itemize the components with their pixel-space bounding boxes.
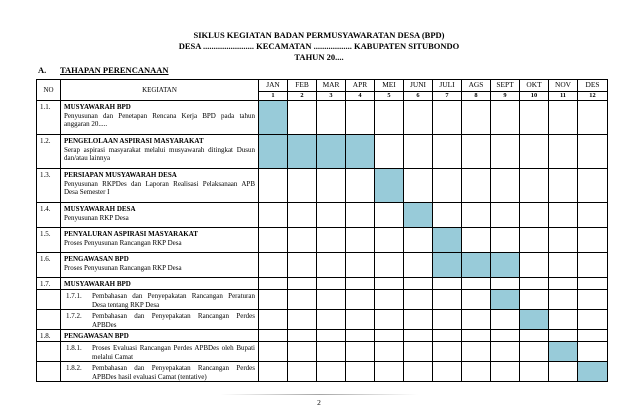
sub-activity-cell: [61, 310, 259, 330]
month-cell: [259, 330, 288, 342]
month-cell: [578, 228, 608, 253]
page-number: 2: [317, 398, 321, 407]
row-number-blank: [37, 310, 61, 330]
month-cell: [433, 169, 462, 203]
table-body: [37, 101, 608, 382]
month-cell: [549, 228, 578, 253]
month-cell: [433, 101, 462, 135]
month-number-4: 4: [346, 92, 375, 101]
month-cell: [346, 169, 375, 203]
scheduled-month-cell: [433, 253, 462, 278]
month-cell: [404, 290, 433, 310]
month-cell: [317, 101, 346, 135]
scheduled-month-cell: [317, 135, 346, 169]
month-header-des: DES: [578, 80, 608, 92]
sub-activity-cell: [61, 290, 259, 310]
month-cell: [462, 342, 491, 362]
month-cell: [578, 253, 608, 278]
activity-cell: [61, 135, 259, 169]
month-cell: [520, 203, 549, 228]
month-cell: [404, 342, 433, 362]
section-title: TAHAPAN PERENCANAAN: [60, 65, 169, 75]
month-cell: [462, 278, 491, 290]
month-cell: [346, 278, 375, 290]
month-cell: [491, 362, 520, 382]
month-header-mar: MAR: [317, 80, 346, 92]
month-number-5: 5: [375, 92, 404, 101]
month-cell: [317, 203, 346, 228]
sub-activity: [64, 312, 255, 329]
month-cell: [288, 290, 317, 310]
month-number-11: 11: [549, 92, 578, 101]
month-cell: [288, 253, 317, 278]
sub-activity: [64, 344, 255, 361]
month-cell: [578, 101, 608, 135]
month-cell: [404, 101, 433, 135]
activity-title: MUSYAWARAH DESA: [64, 205, 136, 214]
activity-description: Proses Penyusunan Rancangan RKP Desa: [64, 263, 182, 272]
activity-cell: [61, 101, 259, 135]
month-cell: [433, 342, 462, 362]
sub-activity: [64, 364, 255, 381]
month-cell: [578, 310, 608, 330]
month-header-nov: NOV: [549, 80, 578, 92]
row-number-blank: [37, 290, 61, 310]
month-cell: [549, 203, 578, 228]
sub-activity-number: 1.8.1.: [66, 344, 82, 353]
month-cell: [375, 362, 404, 382]
sub-activity-cell: [61, 362, 259, 382]
month-cell: [520, 253, 549, 278]
month-number-7: 7: [433, 92, 462, 101]
sub-activity-text: Pembahasan dan Penyepakatan Rancangan Peraturan Desa tentang RKP Desa: [92, 292, 255, 309]
scheduled-month-cell: [288, 135, 317, 169]
month-cell: [346, 253, 375, 278]
month-cell: [317, 310, 346, 330]
month-cell: [317, 228, 346, 253]
month-number-3: 3: [317, 92, 346, 101]
month-number-6: 6: [404, 92, 433, 101]
table-row: [37, 253, 608, 278]
scheduled-month-cell: [259, 135, 288, 169]
row-number: 1.3.: [37, 169, 61, 203]
activity-cell: [61, 228, 259, 253]
month-number-10: 10: [520, 92, 549, 101]
month-cell: [404, 135, 433, 169]
month-cell: [288, 278, 317, 290]
scheduled-month-cell: [549, 342, 578, 362]
month-cell: [520, 228, 549, 253]
month-cell: [375, 342, 404, 362]
month-cell: [520, 169, 549, 203]
month-header-juli: JULI: [433, 80, 462, 92]
month-cell: [375, 101, 404, 135]
sub-activity-row: [37, 362, 608, 382]
month-cell: [491, 203, 520, 228]
month-cell: [520, 278, 549, 290]
month-cell: [346, 362, 375, 382]
month-cell: [259, 290, 288, 310]
month-cell: [549, 290, 578, 310]
month-cell: [549, 278, 578, 290]
month-header-sept: SEPT: [491, 80, 520, 92]
month-cell: [404, 278, 433, 290]
row-number: 1.4.: [37, 203, 61, 228]
document-year-line: TAHUN 20....: [294, 52, 344, 62]
row-number: 1.8.: [37, 330, 61, 342]
month-cell: [317, 290, 346, 310]
month-cell: [491, 310, 520, 330]
sub-activity-text: Pembahasan dan Penyepakatan Rancangan Perdes APBDes: [92, 312, 255, 329]
table-header: [37, 80, 608, 101]
month-cell: [578, 169, 608, 203]
table-row: [37, 228, 608, 253]
month-cell: [462, 101, 491, 135]
table-row: [37, 101, 608, 135]
month-cell: [259, 169, 288, 203]
activity-title: MUSYAWARAH BPD: [64, 103, 131, 112]
row-number: 1.6.: [37, 253, 61, 278]
month-cell: [578, 135, 608, 169]
month-cell: [491, 342, 520, 362]
month-cell: [288, 101, 317, 135]
month-cell: [549, 310, 578, 330]
row-number: 1.2.: [37, 135, 61, 169]
month-cell: [491, 228, 520, 253]
month-cell: [433, 330, 462, 342]
month-cell: [346, 203, 375, 228]
activity-description: Proses Penyusunan Rancangan RKP Desa: [64, 238, 182, 247]
month-cell: [578, 290, 608, 310]
month-cell: [491, 135, 520, 169]
month-header-apr: APR: [346, 80, 375, 92]
activity-cell: [61, 278, 259, 290]
month-cell: [462, 228, 491, 253]
month-cell: [404, 253, 433, 278]
month-number-2: 2: [288, 92, 317, 101]
month-cell: [346, 330, 375, 342]
month-cell: [462, 135, 491, 169]
month-header-mei: MEI: [375, 80, 404, 92]
activity-schedule-table: [36, 79, 608, 382]
month-cell: [375, 278, 404, 290]
month-cell: [259, 278, 288, 290]
month-cell: [462, 290, 491, 310]
month-cell: [462, 310, 491, 330]
month-cell: [375, 228, 404, 253]
row-number: 1.7.: [37, 278, 61, 290]
month-cell: [404, 310, 433, 330]
month-cell: [404, 362, 433, 382]
scheduled-month-cell: [346, 135, 375, 169]
activity-cell: [61, 253, 259, 278]
sub-activity: [64, 292, 255, 309]
month-cell: [404, 228, 433, 253]
month-header-jan: JAN: [259, 80, 288, 92]
month-number-12: 12: [578, 92, 608, 101]
activity-cell: [61, 169, 259, 203]
month-cell: [520, 342, 549, 362]
month-cell: [491, 101, 520, 135]
month-cell: [433, 290, 462, 310]
month-cell: [346, 228, 375, 253]
month-cell: [433, 310, 462, 330]
month-number-1: 1: [259, 92, 288, 101]
month-header-juni: JUNI: [404, 80, 433, 92]
section-heading: [38, 65, 169, 75]
sub-activity-text: Proses Evaluasi Rancangan Perdes APBDes oleh Bupati melalui Camat: [92, 344, 255, 361]
activity-cell: [61, 330, 259, 342]
month-header-feb: FEB: [288, 80, 317, 92]
sub-activity-cell: [61, 342, 259, 362]
month-cell: [520, 290, 549, 310]
month-cell: [462, 362, 491, 382]
sub-activity-row: [37, 310, 608, 330]
month-cell: [288, 330, 317, 342]
sub-activity-number: 1.7.1.: [66, 292, 82, 301]
month-cell: [317, 362, 346, 382]
month-cell: [578, 278, 608, 290]
scheduled-month-cell: [404, 203, 433, 228]
month-cell: [549, 253, 578, 278]
row-number-blank: [37, 362, 61, 382]
activity-title: PERSIAPAN MUSYAWARAH DESA: [64, 171, 177, 180]
scheduled-month-cell: [433, 228, 462, 253]
month-cell: [317, 278, 346, 290]
month-cell: [317, 169, 346, 203]
col-header-no: NO: [37, 80, 61, 101]
document-title: SIKLUS KEGIATAN BADAN PERMUSYAWARATAN DESA (BPD): [193, 30, 445, 40]
month-header-ags: AGS: [462, 80, 491, 92]
month-name-row: [37, 80, 608, 92]
activity-description: Serap aspirasi masyarakat melalui musyawarah ditingkat Dusun dan/atau lainnya: [64, 145, 255, 162]
month-cell: [375, 330, 404, 342]
month-cell: [549, 101, 578, 135]
month-cell: [288, 310, 317, 330]
activity-description: Penyusunan RKP Desa: [64, 213, 129, 222]
col-header-kegiatan: KEGIATAN: [61, 80, 259, 101]
month-cell: [375, 290, 404, 310]
month-cell: [462, 169, 491, 203]
table-row: [37, 203, 608, 228]
month-cell: [317, 342, 346, 362]
month-cell: [549, 330, 578, 342]
month-cell: [549, 135, 578, 169]
row-number: 1.5.: [37, 228, 61, 253]
sub-activity-row: [37, 290, 608, 310]
month-cell: [288, 169, 317, 203]
month-cell: [462, 203, 491, 228]
month-number-8: 8: [462, 92, 491, 101]
month-cell: [288, 228, 317, 253]
month-cell: [375, 203, 404, 228]
activity-title: PENGELOLAAN ASPIRASI MASYARAKAT: [64, 137, 204, 146]
sub-activity-number: 1.7.2.: [66, 312, 82, 321]
month-cell: [317, 253, 346, 278]
scheduled-month-cell: [491, 253, 520, 278]
month-cell: [288, 342, 317, 362]
sub-activity-number: 1.8.2.: [66, 364, 82, 373]
month-cell: [259, 362, 288, 382]
month-cell: [259, 203, 288, 228]
month-cell: [433, 203, 462, 228]
activity-cell: [61, 203, 259, 228]
month-cell: [346, 101, 375, 135]
scheduled-month-cell: [375, 169, 404, 203]
scheduled-month-cell: [462, 253, 491, 278]
month-cell: [259, 228, 288, 253]
month-cell: [433, 362, 462, 382]
month-cell: [288, 362, 317, 382]
month-cell: [346, 310, 375, 330]
month-cell: [346, 290, 375, 310]
month-cell: [433, 278, 462, 290]
activity-description: Penyusunan dan Penetapan Rencana Kerja BPD pada tahun anggaran 20.....: [64, 111, 255, 128]
month-cell: [259, 253, 288, 278]
month-cell: [578, 203, 608, 228]
month-number-9: 9: [491, 92, 520, 101]
month-cell: [520, 135, 549, 169]
month-cell: [491, 278, 520, 290]
table-row: [37, 278, 608, 290]
activity-title: PENGAWASAN BPD: [64, 332, 129, 341]
month-cell: [462, 330, 491, 342]
month-cell: [549, 169, 578, 203]
sub-activity-row: [37, 342, 608, 362]
month-cell: [520, 330, 549, 342]
month-cell: [578, 342, 608, 362]
month-cell: [317, 330, 346, 342]
scheduled-month-cell: [491, 290, 520, 310]
month-cell: [578, 330, 608, 342]
table-row: [37, 169, 608, 203]
month-cell: [346, 342, 375, 362]
month-cell: [288, 203, 317, 228]
month-cell: [491, 330, 520, 342]
month-cell: [259, 310, 288, 330]
month-cell: [549, 362, 578, 382]
month-header-okt: OKT: [520, 80, 549, 92]
month-cell: [259, 342, 288, 362]
document-location-line: DESA ........................ KECAMATAN .................. KABUPATEN SITUBONDO: [178, 41, 460, 51]
table-row: [37, 330, 608, 342]
month-cell: [375, 310, 404, 330]
section-label: A.: [38, 65, 47, 75]
activity-title: PENGAWASAN BPD: [64, 255, 129, 264]
activity-description: Penyusunan RKPDes dan Laporan Realisasi Pelaksanaan APB Desa Semester I: [64, 179, 255, 196]
scheduled-month-cell: [578, 362, 608, 382]
footer-divider: [220, 394, 418, 395]
month-cell: [491, 169, 520, 203]
scheduled-month-cell: [259, 101, 288, 135]
activity-title: MUSYAWARAH BPD: [64, 280, 131, 289]
month-cell: [520, 101, 549, 135]
month-cell: [520, 362, 549, 382]
month-cell: [375, 135, 404, 169]
sub-activity-text: Pembahasan dan Penyepakatan Rancangan Perdes APBDes hasil evaluasi Camat (tentative): [92, 364, 255, 381]
month-cell: [404, 330, 433, 342]
scheduled-month-cell: [520, 310, 549, 330]
row-number-blank: [37, 342, 61, 362]
month-cell: [404, 169, 433, 203]
table-row: [37, 135, 608, 169]
month-cell: [375, 253, 404, 278]
activity-title: PENYALURAN ASPIRASI MASYARAKAT: [64, 230, 198, 239]
month-cell: [433, 135, 462, 169]
row-number: 1.1.: [37, 101, 61, 135]
